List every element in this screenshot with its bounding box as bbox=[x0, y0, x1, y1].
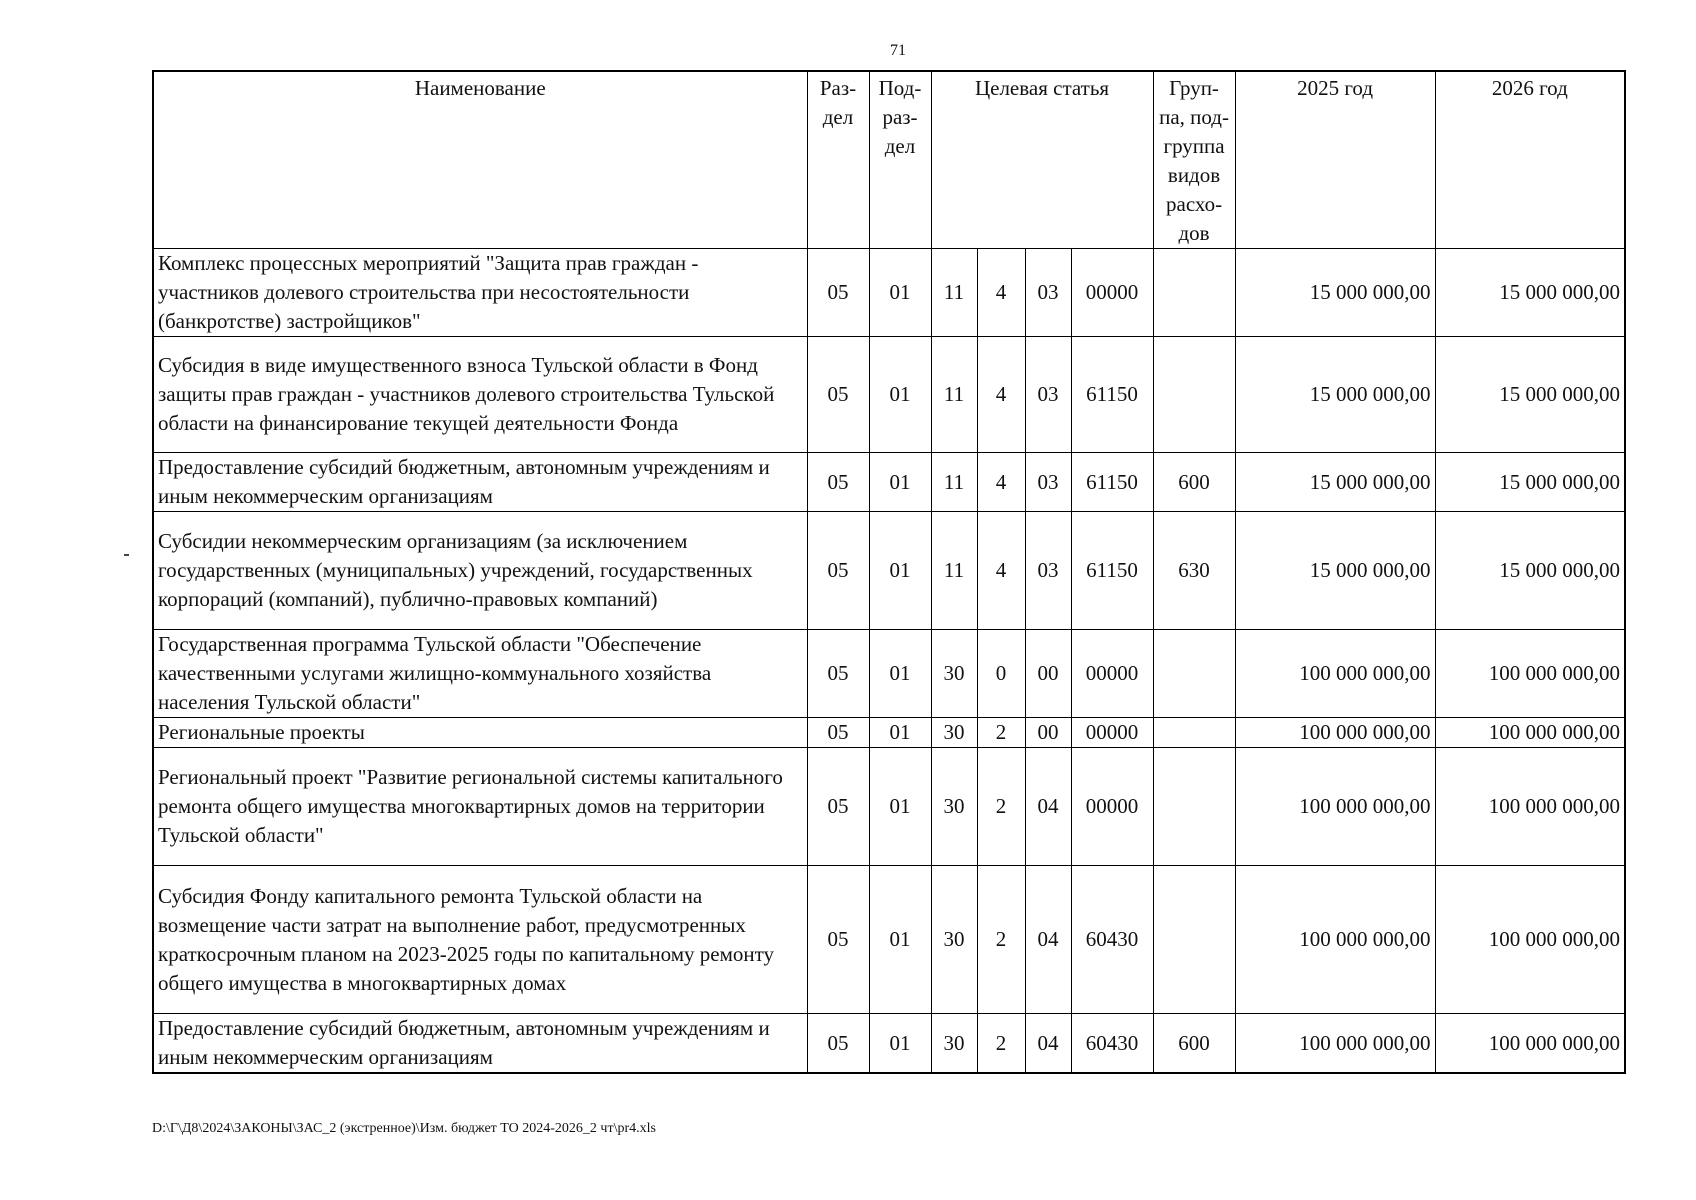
row-expense-group bbox=[1153, 337, 1235, 453]
row-amount-2025: 15 000 000,00 bbox=[1235, 337, 1435, 453]
row-target-type: 4 bbox=[977, 337, 1025, 453]
row-target-direction: 61150 bbox=[1071, 337, 1153, 453]
row-target-subprogram: 03 bbox=[1025, 337, 1071, 453]
row-subsection: 01 bbox=[869, 337, 931, 453]
row-section: 05 bbox=[807, 718, 869, 748]
row-target-direction: 60430 bbox=[1071, 866, 1153, 1014]
row-amount-2026: 15 000 000,00 bbox=[1435, 512, 1625, 630]
header-year-2026: 2026 год bbox=[1435, 71, 1625, 249]
row-name: Субсидии некоммерческим организациям (за исключением государственных (муниципальных) учреждений, государственных корпораций (компаний), публично-правовых компаний) bbox=[153, 512, 807, 630]
row-subsection: 01 bbox=[869, 1014, 931, 1074]
row-subsection: 01 bbox=[869, 249, 931, 337]
header-year-2025: 2025 год bbox=[1235, 71, 1435, 249]
page-number: 71 bbox=[890, 42, 906, 59]
row-target-program: 30 bbox=[931, 866, 977, 1014]
table-header bbox=[153, 71, 1625, 249]
row-amount-2026: 100 000 000,00 bbox=[1435, 866, 1625, 1014]
row-target-subprogram: 04 bbox=[1025, 748, 1071, 866]
row-amount-2025: 100 000 000,00 bbox=[1235, 630, 1435, 718]
row-subsection: 01 bbox=[869, 718, 931, 748]
row-target-subprogram: 03 bbox=[1025, 453, 1071, 512]
row-target-subprogram: 00 bbox=[1025, 630, 1071, 718]
row-target-program: 11 bbox=[931, 453, 977, 512]
budget-table bbox=[152, 70, 1626, 1074]
row-target-direction: 00000 bbox=[1071, 748, 1153, 866]
row-amount-2025: 100 000 000,00 bbox=[1235, 718, 1435, 748]
row-amount-2025: 100 000 000,00 bbox=[1235, 866, 1435, 1014]
row-expense-group bbox=[1153, 866, 1235, 1014]
row-section: 05 bbox=[807, 337, 869, 453]
row-expense-group bbox=[1153, 249, 1235, 337]
row-subsection: 01 bbox=[869, 866, 931, 1014]
row-amount-2025: 15 000 000,00 bbox=[1235, 249, 1435, 337]
row-expense-group bbox=[1153, 718, 1235, 748]
row-amount-2025: 15 000 000,00 bbox=[1235, 512, 1435, 630]
row-amount-2026: 15 000 000,00 bbox=[1435, 337, 1625, 453]
row-target-program: 30 bbox=[931, 1014, 977, 1074]
row-expense-group: 600 bbox=[1153, 453, 1235, 512]
row-target-program: 30 bbox=[931, 718, 977, 748]
row-name: Комплекс процессных мероприятий "Защита прав граждан - участников долевого строительства при несостоятельности (банкротстве) застройщиков" bbox=[153, 249, 807, 337]
row-name: Государственная программа Тульской области "Обеспечение качественными услугами жилищно-коммунального хозяйства населения Тульской области" bbox=[153, 630, 807, 718]
row-amount-2026: 15 000 000,00 bbox=[1435, 453, 1625, 512]
row-amount-2025: 15 000 000,00 bbox=[1235, 453, 1435, 512]
row-target-direction: 60430 bbox=[1071, 1014, 1153, 1074]
row-target-direction: 61150 bbox=[1071, 512, 1153, 630]
row-target-subprogram: 04 bbox=[1025, 1014, 1071, 1074]
row-expense-group bbox=[1153, 748, 1235, 866]
row-target-type: 4 bbox=[977, 453, 1025, 512]
row-name: Региональные проекты bbox=[153, 718, 807, 748]
row-amount-2026: 100 000 000,00 bbox=[1435, 748, 1625, 866]
row-target-subprogram: 03 bbox=[1025, 512, 1071, 630]
row-target-type: 2 bbox=[977, 866, 1025, 1014]
row-expense-group bbox=[1153, 630, 1235, 718]
row-amount-2026: 100 000 000,00 bbox=[1435, 1014, 1625, 1074]
table-row bbox=[153, 337, 1625, 453]
table-row bbox=[153, 512, 1625, 630]
row-subsection: 01 bbox=[869, 630, 931, 718]
row-target-program: 30 bbox=[931, 748, 977, 866]
row-subsection: 01 bbox=[869, 512, 931, 630]
table-body bbox=[153, 249, 1625, 1074]
table-row bbox=[153, 630, 1625, 718]
table-row bbox=[153, 748, 1625, 866]
row-amount-2026: 15 000 000,00 bbox=[1435, 249, 1625, 337]
row-section: 05 bbox=[807, 1014, 869, 1074]
row-expense-group: 630 bbox=[1153, 512, 1235, 630]
margin-mark bbox=[124, 554, 129, 556]
row-target-type: 2 bbox=[977, 748, 1025, 866]
header-section: Раз- дел bbox=[807, 71, 869, 249]
row-name: Предоставление субсидий бюджетным, автономным учреждениям и иным некоммерческим организациям bbox=[153, 1014, 807, 1074]
header-subsection: Под- раз- дел bbox=[869, 71, 931, 249]
row-section: 05 bbox=[807, 512, 869, 630]
header-name: Наименование bbox=[153, 71, 807, 249]
row-amount-2025: 100 000 000,00 bbox=[1235, 1014, 1435, 1074]
row-expense-group: 600 bbox=[1153, 1014, 1235, 1074]
row-section: 05 bbox=[807, 249, 869, 337]
row-target-direction: 61150 bbox=[1071, 453, 1153, 512]
row-section: 05 bbox=[807, 630, 869, 718]
table-row bbox=[153, 1014, 1625, 1074]
row-name: Предоставление субсидий бюджетным, автономным учреждениям и иным некоммерческим организациям bbox=[153, 453, 807, 512]
row-target-direction: 00000 bbox=[1071, 630, 1153, 718]
row-subsection: 01 bbox=[869, 748, 931, 866]
row-target-program: 11 bbox=[931, 337, 977, 453]
row-name: Субсидия Фонду капитального ремонта Тульской области на возмещение части затрат на выполнение работ, предусмотренных краткосрочным планом на 2023-2025 годы по капитальному ремонту общего имущества в многоквартирных домах bbox=[153, 866, 807, 1014]
row-target-subprogram: 00 bbox=[1025, 718, 1071, 748]
row-name: Субсидия в виде имущественного взноса Тульской области в Фонд защиты прав граждан - участников долевого строительства Тульской области на финансирование текущей деятельности Фонда bbox=[153, 337, 807, 453]
row-target-type: 0 bbox=[977, 630, 1025, 718]
row-target-type: 2 bbox=[977, 718, 1025, 748]
row-target-program: 11 bbox=[931, 249, 977, 337]
row-target-subprogram: 03 bbox=[1025, 249, 1071, 337]
row-section: 05 bbox=[807, 748, 869, 866]
row-amount-2026: 100 000 000,00 bbox=[1435, 718, 1625, 748]
table-row bbox=[153, 249, 1625, 337]
row-target-direction: 00000 bbox=[1071, 718, 1153, 748]
row-target-type: 4 bbox=[977, 512, 1025, 630]
table-row bbox=[153, 453, 1625, 512]
row-amount-2026: 100 000 000,00 bbox=[1435, 630, 1625, 718]
row-target-program: 30 bbox=[931, 630, 977, 718]
row-amount-2025: 100 000 000,00 bbox=[1235, 748, 1435, 866]
header-expense-group: Груп- па, под- группа видов расхо- дов bbox=[1153, 71, 1235, 249]
table-row bbox=[153, 866, 1625, 1014]
table-row bbox=[153, 718, 1625, 748]
footer-file-path: D:\Г\Д8\2024\ЗАКОНЫ\ЗАС_2 (экстренное)\Изм. бюджет ТО 2024-2026_2 чт\pr4.xls bbox=[152, 1121, 656, 1136]
row-target-subprogram: 04 bbox=[1025, 866, 1071, 1014]
row-section: 05 bbox=[807, 866, 869, 1014]
row-target-direction: 00000 bbox=[1071, 249, 1153, 337]
row-target-type: 2 bbox=[977, 1014, 1025, 1074]
row-section: 05 bbox=[807, 453, 869, 512]
header-target-article: Целевая статья bbox=[931, 71, 1153, 249]
row-subsection: 01 bbox=[869, 453, 931, 512]
row-target-type: 4 bbox=[977, 249, 1025, 337]
row-name: Региональный проект "Развитие региональной системы капитального ремонта общего имущества многоквартирных домов на территории Тульской области" bbox=[153, 748, 807, 866]
row-target-program: 11 bbox=[931, 512, 977, 630]
